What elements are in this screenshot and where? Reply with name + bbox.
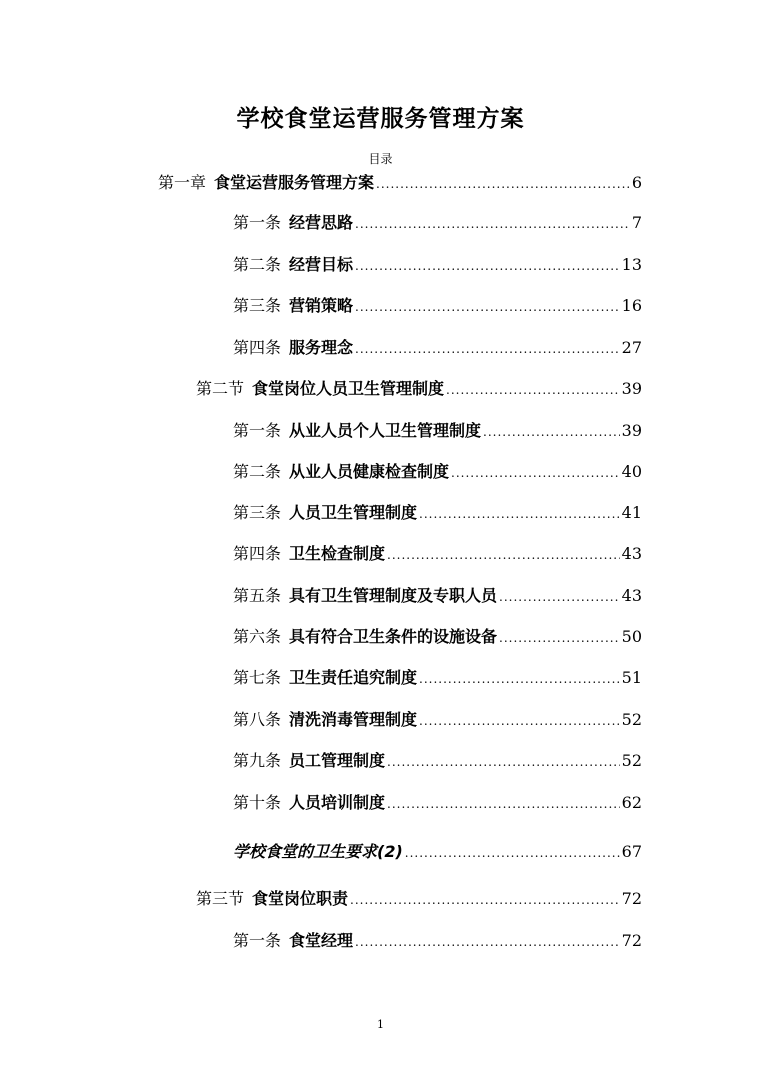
document-title: 学校食堂运营服务管理方案 <box>236 105 525 132</box>
toc-entry-title: 经营目标 <box>289 255 354 274</box>
toc-entry-page: 41 <box>621 503 642 522</box>
toc-entry-article[interactable] <box>233 751 642 772</box>
toc-entry-title: 食堂经理 <box>289 931 354 950</box>
toc-entry-hygiene-requirements[interactable] <box>233 842 642 863</box>
toc-entry-number: 第二条 <box>233 462 282 481</box>
toc-entry-page: 40 <box>621 462 642 481</box>
toc-entry-page: 39 <box>621 379 642 398</box>
toc-entry-article[interactable] <box>233 338 642 359</box>
toc-entry-number: 第十条 <box>233 793 282 812</box>
toc-entry-article[interactable] <box>233 710 642 731</box>
page-number: 1 <box>377 1018 384 1031</box>
toc-entry-article[interactable] <box>233 421 642 442</box>
toc-leader-dots <box>387 794 620 814</box>
toc-entry-section-3[interactable] <box>196 889 642 910</box>
toc-entry-title: 员工管理制度 <box>289 751 386 770</box>
toc-entry-number: 第四条 <box>233 338 282 357</box>
toc-leader-dots <box>499 587 620 607</box>
toc-leader-dots <box>419 504 620 524</box>
toc-entry-page: 50 <box>621 627 642 646</box>
toc-heading: 目录 <box>368 152 393 166</box>
toc-entry-article[interactable] <box>233 668 642 689</box>
toc-entry-article[interactable] <box>233 586 642 607</box>
toc-entry-page: 72 <box>621 931 642 950</box>
toc-leader-dots <box>355 214 630 234</box>
toc-entry-number: 第四条 <box>233 544 282 563</box>
toc-entry-title: 具有卫生管理制度及专职人员 <box>289 586 498 605</box>
toc-entry-page: 39 <box>621 421 642 440</box>
toc-entry-title: 食堂运营服务管理方案 <box>214 173 375 192</box>
toc-entry-article[interactable] <box>233 296 642 317</box>
toc-entry-number: 第三条 <box>233 296 282 315</box>
toc-entry-chapter-1[interactable] <box>158 173 642 194</box>
toc-entry-page: 51 <box>621 668 642 687</box>
toc-entry-page: 62 <box>621 793 642 812</box>
toc-entry-article[interactable] <box>233 544 642 565</box>
toc-entry-article[interactable] <box>233 931 642 952</box>
toc-entry-title: 营销策略 <box>289 296 354 315</box>
toc-leader-dots <box>419 669 620 689</box>
toc-entry-page: 67 <box>621 842 642 861</box>
toc-leader-dots <box>350 890 620 910</box>
toc-entry-title: 具有符合卫生条件的设施设备 <box>289 627 498 646</box>
toc-leader-dots <box>419 711 620 731</box>
toc-entry-number: 第三节 <box>196 889 245 908</box>
toc-entry-number: 第七条 <box>233 668 282 687</box>
toc-entry-page: 16 <box>621 296 642 315</box>
toc-entry-page: 6 <box>631 173 642 192</box>
toc-entry-title: 学校食堂的卫生要求(2) <box>233 842 403 861</box>
toc-entry-title: 食堂岗位人员卫生管理制度 <box>252 379 445 398</box>
toc-leader-dots <box>355 932 620 952</box>
toc-entry-number: 第一章 <box>158 173 207 192</box>
toc-entry-number: 第三条 <box>233 503 282 522</box>
toc-entry-title: 人员卫生管理制度 <box>289 503 418 522</box>
toc-leader-dots <box>355 256 620 276</box>
toc-entry-title: 食堂岗位职责 <box>252 889 349 908</box>
toc-entry-article[interactable] <box>233 255 642 276</box>
toc-entry-page: 52 <box>621 751 642 770</box>
toc-entry-number: 第五条 <box>233 586 282 605</box>
toc-entry-number: 第八条 <box>233 710 282 729</box>
toc-entry-page: 52 <box>621 710 642 729</box>
toc-entry-article[interactable] <box>233 462 642 483</box>
toc-leader-dots <box>387 752 620 772</box>
toc-entry-section-2[interactable] <box>196 379 642 400</box>
toc-entry-number: 第二条 <box>233 255 282 274</box>
toc-entry-title: 从业人员健康检查制度 <box>289 462 450 481</box>
toc-leader-dots <box>405 843 620 863</box>
toc-entry-number: 第一条 <box>233 213 282 232</box>
toc-entry-title: 服务理念 <box>289 338 354 357</box>
toc-entry-title: 卫生检查制度 <box>289 544 386 563</box>
toc-leader-dots <box>355 339 620 359</box>
toc-entry-title: 经营思路 <box>289 213 354 232</box>
toc-leader-dots <box>499 628 620 648</box>
toc-entry-article[interactable] <box>233 213 642 234</box>
toc-entry-title: 卫生责任追究制度 <box>289 668 418 687</box>
toc-leader-dots <box>376 174 630 194</box>
toc-entry-number: 第一条 <box>233 931 282 950</box>
toc-leader-dots <box>451 463 620 483</box>
toc-leader-dots <box>355 297 620 317</box>
toc-entry-number: 第九条 <box>233 751 282 770</box>
toc-entry-article[interactable] <box>233 627 642 648</box>
toc-entry-page: 72 <box>621 889 642 908</box>
toc-entry-page: 43 <box>621 544 642 563</box>
toc-entry-number: 第六条 <box>233 627 282 646</box>
toc-entry-page: 13 <box>621 255 642 274</box>
toc-entry-number: 第二节 <box>196 379 245 398</box>
toc-entry-page: 27 <box>621 338 642 357</box>
toc-leader-dots <box>387 545 620 565</box>
toc-leader-dots <box>446 380 620 400</box>
toc-entry-title: 清洗消毒管理制度 <box>289 710 418 729</box>
toc-entry-page: 7 <box>631 213 642 232</box>
toc-entry-article[interactable] <box>233 503 642 524</box>
toc-entry-number: 第一条 <box>233 421 282 440</box>
toc-entry-page: 43 <box>621 586 642 605</box>
toc-leader-dots <box>483 422 620 442</box>
toc-entry-article[interactable] <box>233 793 642 814</box>
toc-entry-title: 人员培训制度 <box>289 793 386 812</box>
toc-entry-title: 从业人员个人卫生管理制度 <box>289 421 482 440</box>
